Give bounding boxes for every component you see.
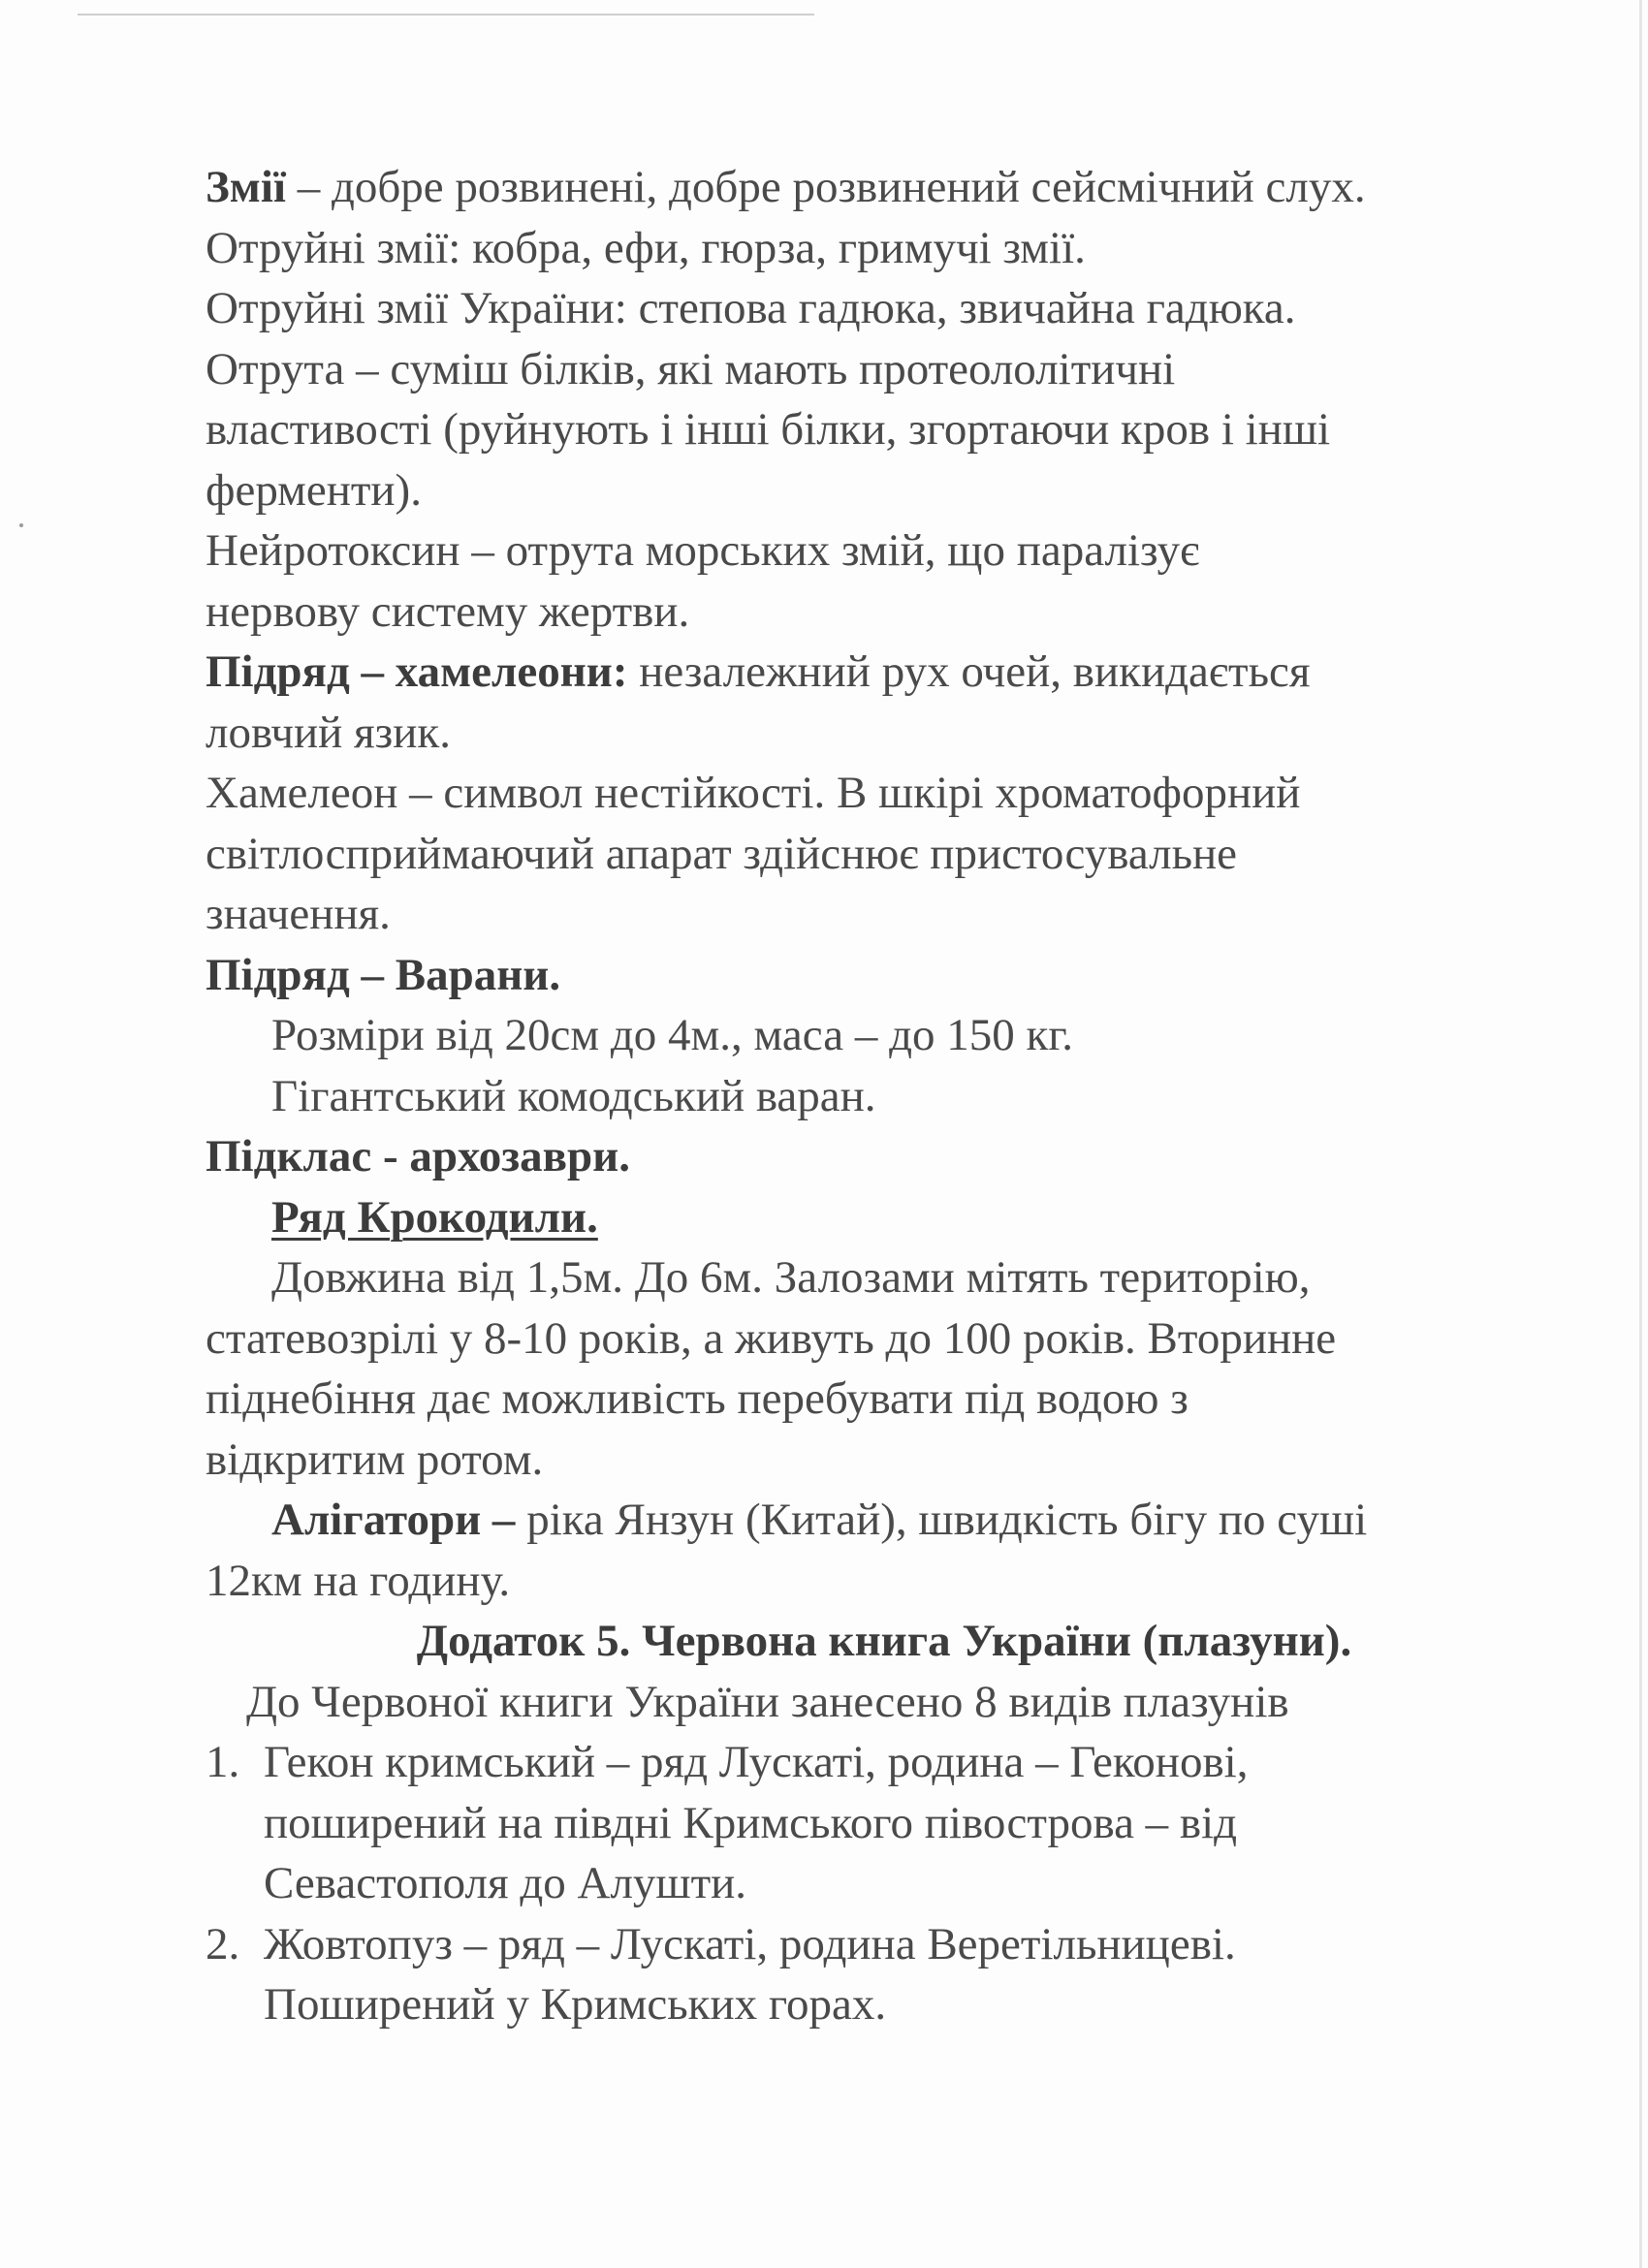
text-line: Отруйні змії України: степова гадюка, звичайна гадюка.	[206, 283, 1296, 333]
paragraph-alligators	[206, 1490, 1582, 1551]
list-item-continuation: Севастополя до Алушти.	[264, 1858, 747, 1908]
text-line: До Червоної книги України занесено 8 видів плазунів	[246, 1676, 1289, 1727]
list-item-continuation: Поширений у Кримських горах.	[264, 1979, 887, 2030]
scan-edge-top	[78, 14, 814, 16]
paragraph-snakes	[206, 157, 1582, 218]
term-snakes: Змії	[206, 162, 286, 212]
heading-monitors: Підряд – Варани.	[206, 949, 561, 1000]
text-line: піднебіння дає можливість перебувати під водою з	[206, 1373, 1188, 1424]
text-line: нервову систему жертви.	[206, 585, 690, 637]
list-item-continuation: поширений на півдні Кримського півострова – від	[264, 1797, 1238, 1848]
text: – добре розвинені, добре розвинений сейсмічний слух.	[285, 162, 1366, 212]
list-item	[206, 1914, 1582, 1975]
term-alligators: Алігатори –	[271, 1495, 516, 1545]
heading-crocodiles-line	[206, 1187, 1582, 1248]
text-line: Нейротоксин – отрута морських змій, що паралізує	[206, 525, 1200, 576]
list-text: Гекон кримський – ряд Лускаті, родина – Геконові,	[264, 1737, 1249, 1787]
text-line: властивості (руйнують і інші білки, згортаючи кров і інші	[206, 404, 1331, 455]
text-line: статевозрілі у 8-10 років, а живуть до 100 років. Вторинне	[206, 1312, 1337, 1364]
text-line: 12км на годину.	[206, 1555, 511, 1606]
text-line: світлосприймаючий апарат здійснює пристосувальне	[206, 828, 1238, 879]
text-line: ферменти).	[206, 464, 422, 516]
text: ріка Янзун (Китай), швидкість бігу по суші	[515, 1495, 1368, 1545]
heading-archosaurs: Підклас - архозаври.	[206, 1131, 630, 1181]
heading-chameleons: Підряд – хамелеони:	[206, 646, 628, 697]
heading-crocodiles: Ряд Крокодили.	[271, 1191, 598, 1243]
text-line: Гігантський комодський варан.	[271, 1070, 876, 1121]
scan-edge-right	[1639, 0, 1642, 2268]
scan-speck	[19, 523, 23, 527]
list-number: 2.	[206, 1918, 240, 1969]
text-line: Довжина від 1,5м. До 6м. Залозами мітять територію,	[271, 1252, 1311, 1303]
document-body	[206, 157, 1582, 2035]
text-line: Отруйні змії: кобра, ефи, гюрза, гримучі змії.	[206, 222, 1086, 273]
text-line: ловчий язик.	[206, 707, 451, 758]
text-line: відкритим ротом.	[206, 1433, 544, 1485]
list-number: 1.	[206, 1737, 240, 1787]
text-line: значення.	[206, 889, 391, 939]
list-text: Жовтопуз – ряд – Лускаті, родина Веретільницеві.	[264, 1918, 1236, 1969]
text-line: Отрута – суміш білків, які мають протеололітичні	[206, 343, 1176, 394]
list-item	[206, 1732, 1582, 1793]
text-line: Хамелеон – символ нестійкості. В шкірі хроматофорний	[206, 768, 1301, 818]
species-list	[206, 1732, 1582, 2035]
appendix-title: Додаток 5. Червона книга України (плазуни).	[416, 1616, 1352, 1666]
paragraph-chameleons	[206, 642, 1582, 703]
text-line: Розміри від 20см до 4м., маса – до 150 кг.	[271, 1010, 1074, 1060]
text: незалежний рух очей, викидається	[627, 646, 1311, 697]
